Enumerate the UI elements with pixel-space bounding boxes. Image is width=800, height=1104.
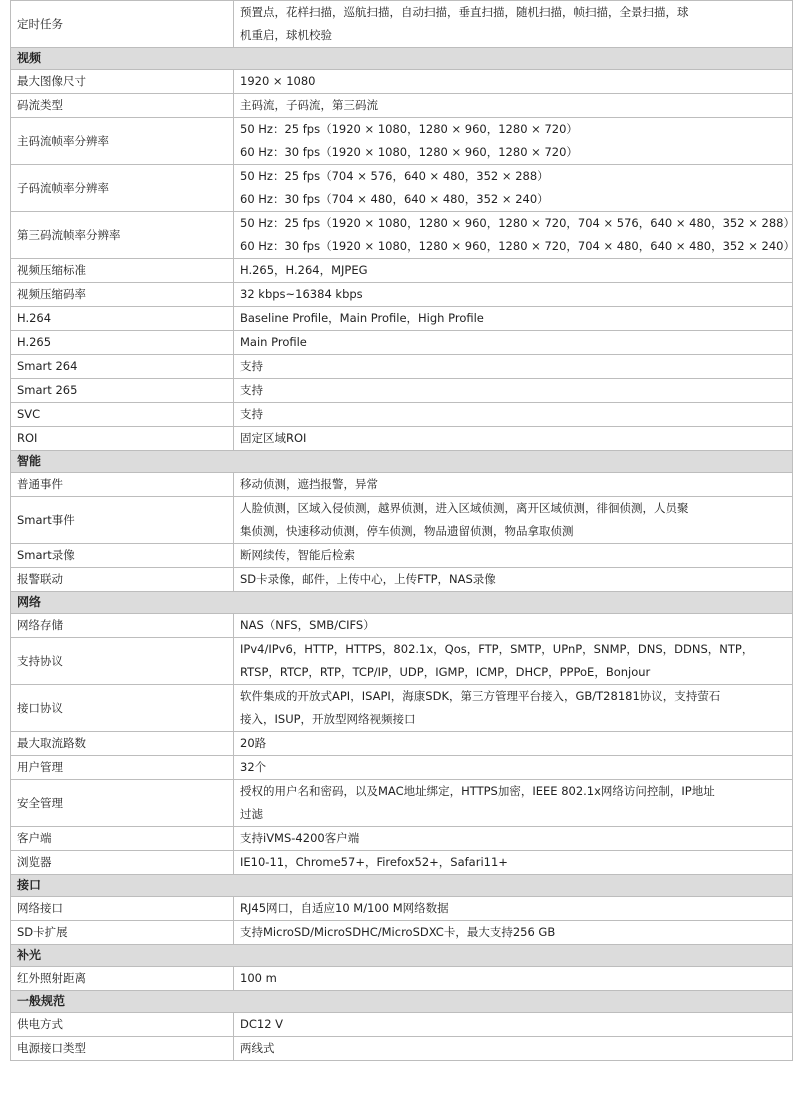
spec-value <box>234 967 793 991</box>
spec-label: 主码流帧率分辨率 <box>11 118 234 165</box>
section-title: 一般规范 <box>11 991 793 1013</box>
spec-value-line: 断网续传，智能后检索 <box>240 548 355 562</box>
spec-label: 第三码流帧率分辨率 <box>11 212 234 259</box>
spec-value <box>234 473 793 497</box>
spec-label: 红外照射距离 <box>11 967 234 991</box>
spec-label: 接口协议 <box>11 685 234 732</box>
spec-row <box>11 780 793 827</box>
spec-value <box>234 259 793 283</box>
spec-row <box>11 685 793 732</box>
spec-value <box>234 827 793 851</box>
spec-value <box>234 427 793 451</box>
spec-row <box>11 307 793 331</box>
spec-value <box>234 165 793 212</box>
section-title: 网络 <box>11 592 793 614</box>
spec-row <box>11 403 793 427</box>
spec-label: Smart 264 <box>11 355 234 379</box>
spec-row <box>11 921 793 945</box>
spec-label: SVC <box>11 403 234 427</box>
spec-value-line: 支持 <box>240 383 263 397</box>
spec-value-line: 人脸侦测，区域入侵侦测，越界侦测，进入区域侦测，离开区域侦测，徘徊侦测，人员聚 <box>240 501 689 515</box>
spec-value-line: 100 m <box>240 971 277 985</box>
spec-value-line: 32个 <box>240 760 267 774</box>
spec-value-line: 两线式 <box>240 1041 275 1055</box>
spec-value-line: 60 Hz：30 fps（704 × 480，640 × 480，352 × 240） <box>240 192 549 206</box>
spec-value <box>234 1 793 48</box>
spec-label: 码流类型 <box>11 94 234 118</box>
spec-row <box>11 118 793 165</box>
spec-value-line: 软件集成的开放式API，ISAPI，海康SDK，第三方管理平台接入，GB/T28181协议，支持萤石 <box>240 689 721 703</box>
spec-row <box>11 732 793 756</box>
spec-value-line: 支持iVMS-4200客户端 <box>240 831 360 845</box>
spec-row <box>11 427 793 451</box>
spec-row <box>11 1037 793 1061</box>
spec-value <box>234 118 793 165</box>
spec-label: Smart事件 <box>11 497 234 544</box>
spec-row <box>11 473 793 497</box>
spec-table <box>10 0 793 1061</box>
spec-value <box>234 544 793 568</box>
spec-row <box>11 70 793 94</box>
spec-value <box>234 851 793 875</box>
spec-label: 安全管理 <box>11 780 234 827</box>
spec-value <box>234 379 793 403</box>
spec-value-line: 1920 × 1080 <box>240 74 316 88</box>
spec-value <box>234 638 793 685</box>
spec-value-line: RTSP，RTCP，RTP，TCP/IP，UDP，IGMP，ICMP，DHCP，PPPoE，Bonjour <box>240 665 651 679</box>
spec-label: 浏览器 <box>11 851 234 875</box>
spec-value <box>234 1013 793 1037</box>
section-title: 视频 <box>11 48 793 70</box>
spec-value-line: H.265，H.264，MJPEG <box>240 263 368 277</box>
spec-value <box>234 355 793 379</box>
spec-value-line: 过滤 <box>240 807 263 821</box>
spec-value-line: 授权的用户名和密码，以及MAC地址绑定，HTTPS加密，IEEE 802.1x网络访问控制，IP地址 <box>240 784 715 798</box>
spec-label: 电源接口类型 <box>11 1037 234 1061</box>
spec-label: ROI <box>11 427 234 451</box>
spec-label: 视频压缩码率 <box>11 283 234 307</box>
spec-row <box>11 497 793 544</box>
spec-row <box>11 355 793 379</box>
spec-row <box>11 94 793 118</box>
spec-value-line: 集侦测，快速移动侦测，停车侦测，物品遗留侦测，物品拿取侦测 <box>240 524 574 538</box>
spec-value-line: 支持 <box>240 407 263 421</box>
spec-row <box>11 827 793 851</box>
spec-label: 报警联动 <box>11 568 234 592</box>
spec-value <box>234 756 793 780</box>
spec-value-line: 20路 <box>240 736 267 750</box>
spec-value-line: 32 kbps~16384 kbps <box>240 287 363 301</box>
spec-label: 视频压缩标准 <box>11 259 234 283</box>
spec-value-line: IPv4/IPv6，HTTP，HTTPS，802.1x，Qos，FTP，SMTP，UPnP，SNMP，DNS，DDNS，NTP， <box>240 642 754 656</box>
spec-row <box>11 259 793 283</box>
section-header-row <box>11 945 793 967</box>
spec-value <box>234 921 793 945</box>
spec-row <box>11 851 793 875</box>
spec-label: 支持协议 <box>11 638 234 685</box>
spec-label: Smart录像 <box>11 544 234 568</box>
spec-value <box>234 307 793 331</box>
spec-label: H.265 <box>11 331 234 355</box>
spec-value <box>234 780 793 827</box>
section-header-row <box>11 451 793 473</box>
spec-value <box>234 94 793 118</box>
spec-value-line: SD卡录像，邮件，上传中心，上传FTP，NAS录像 <box>240 572 496 586</box>
spec-row <box>11 544 793 568</box>
spec-value-line: 60 Hz：30 fps（1920 × 1080，1280 × 960，1280 × 720） <box>240 145 578 159</box>
spec-value <box>234 283 793 307</box>
spec-row <box>11 756 793 780</box>
spec-value <box>234 732 793 756</box>
spec-label: 普通事件 <box>11 473 234 497</box>
spec-value-line: 支持MicroSD/MicroSDHC/MicroSDXC卡，最大支持256 GB <box>240 925 556 939</box>
spec-label: 定时任务 <box>11 1 234 48</box>
section-header-row <box>11 991 793 1013</box>
spec-value-line: DC12 V <box>240 1017 284 1031</box>
spec-row <box>11 638 793 685</box>
spec-row <box>11 331 793 355</box>
spec-label: 最大图像尺寸 <box>11 70 234 94</box>
spec-label: SD卡扩展 <box>11 921 234 945</box>
section-title: 补光 <box>11 945 793 967</box>
spec-value-line: 60 Hz：30 fps（1920 × 1080，1280 × 960，1280 × 720，704 × 480，640 × 480，352 × 240） <box>240 239 795 253</box>
spec-label: 用户管理 <box>11 756 234 780</box>
spec-value-line: 移动侦测，遮挡报警，异常 <box>240 477 378 491</box>
spec-label: 子码流帧率分辨率 <box>11 165 234 212</box>
spec-row <box>11 1013 793 1037</box>
spec-value <box>234 1037 793 1061</box>
section-title: 智能 <box>11 451 793 473</box>
spec-row <box>11 568 793 592</box>
section-header-row <box>11 875 793 897</box>
spec-value-line: Main Profile <box>240 335 307 349</box>
spec-label: H.264 <box>11 307 234 331</box>
spec-row <box>11 1 793 48</box>
spec-value-line: 机重启，球机校验 <box>240 28 332 42</box>
spec-value-line: RJ45网口，自适应10 M/100 M网络数据 <box>240 901 449 915</box>
spec-value-line: 接入，ISUP，开放型网络视频接口 <box>240 712 416 726</box>
spec-label: 网络存储 <box>11 614 234 638</box>
spec-value-line: IE10-11，Chrome57+，Firefox52+，Safari11+ <box>240 855 508 869</box>
spec-value-line: 预置点，花样扫描，巡航扫描，自动扫描，垂直扫描，随机扫描，帧扫描，全景扫描，球 <box>240 5 689 19</box>
spec-value <box>234 70 793 94</box>
spec-value <box>234 568 793 592</box>
spec-value <box>234 614 793 638</box>
spec-row <box>11 614 793 638</box>
spec-value-line: 50 Hz：25 fps（1920 × 1080，1280 × 960，1280 × 720） <box>240 122 578 136</box>
spec-label: 供电方式 <box>11 1013 234 1037</box>
spec-row <box>11 897 793 921</box>
spec-table-body <box>11 1 793 1061</box>
section-title: 接口 <box>11 875 793 897</box>
spec-value <box>234 212 793 259</box>
spec-row <box>11 283 793 307</box>
spec-label: 网络接口 <box>11 897 234 921</box>
spec-row <box>11 212 793 259</box>
spec-value-line: NAS（NFS，SMB/CIFS） <box>240 618 375 632</box>
spec-value-line: 支持 <box>240 359 263 373</box>
spec-value-line: 固定区域ROI <box>240 431 307 445</box>
spec-row <box>11 165 793 212</box>
spec-value <box>234 897 793 921</box>
spec-value-line: Baseline Profile，Main Profile，High Profile <box>240 311 484 325</box>
section-header-row <box>11 48 793 70</box>
spec-value-line: 主码流，子码流，第三码流 <box>240 98 378 112</box>
spec-value-line: 50 Hz：25 fps（704 × 576，640 × 480，352 × 288） <box>240 169 549 183</box>
spec-label: 最大取流路数 <box>11 732 234 756</box>
spec-label: Smart 265 <box>11 379 234 403</box>
spec-value-line: 50 Hz：25 fps（1920 × 1080，1280 × 960，1280 × 720，704 × 576，640 × 480，352 × 288） <box>240 216 795 230</box>
spec-value <box>234 685 793 732</box>
spec-value <box>234 403 793 427</box>
spec-value <box>234 331 793 355</box>
spec-row <box>11 379 793 403</box>
section-header-row <box>11 592 793 614</box>
spec-label: 客户端 <box>11 827 234 851</box>
spec-row <box>11 967 793 991</box>
spec-value <box>234 497 793 544</box>
